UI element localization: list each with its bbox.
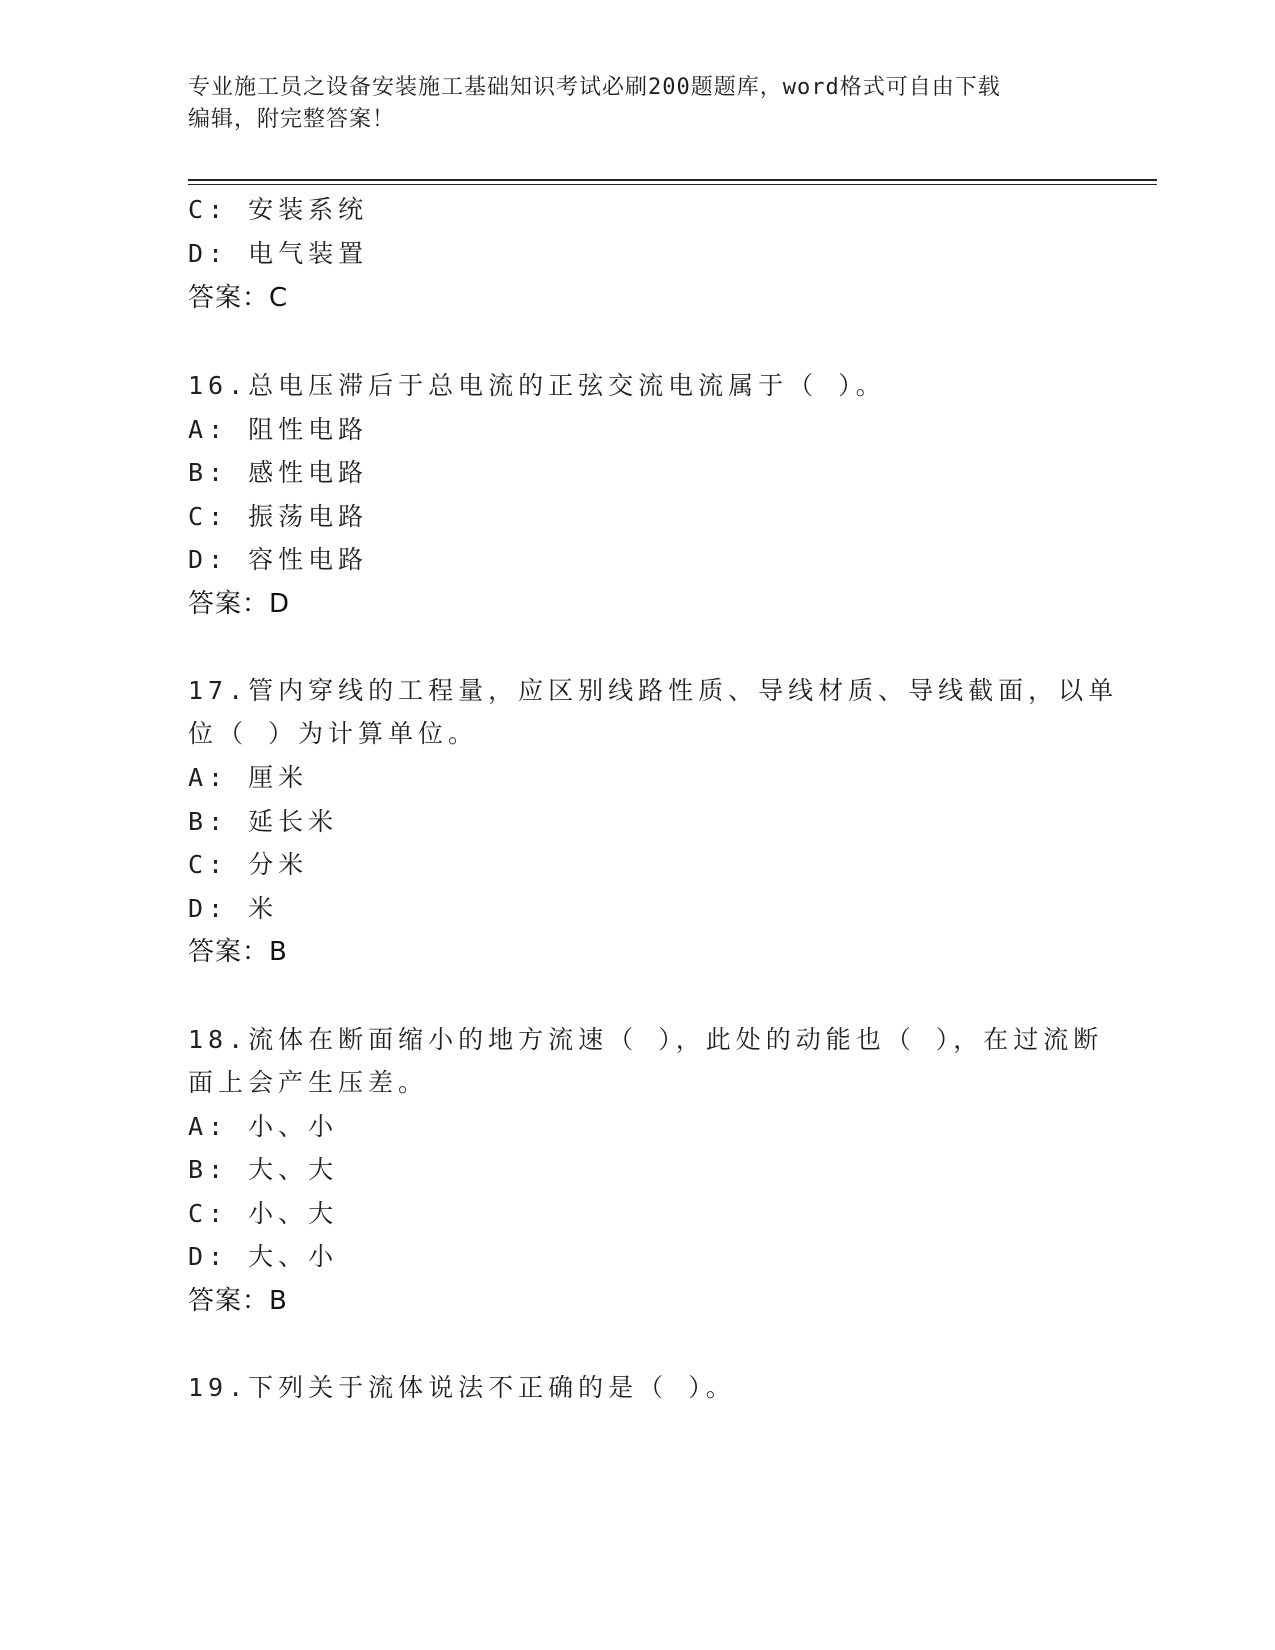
q18-option-c: C: 小、大 xyxy=(188,1199,339,1228)
q17-option-d: D: 米 xyxy=(188,894,279,923)
q18-option-a: A: 小、小 xyxy=(188,1112,339,1141)
q16-option-c: C: 振荡电路 xyxy=(188,502,369,531)
prev-option-c: C: 安装系统 xyxy=(188,195,369,224)
header-divider xyxy=(188,179,1157,185)
header-title-line-2: 编辑，附完整答案！ xyxy=(188,107,396,132)
q18-stem-line-1: 18.流体在断面缩小的地方流速（ ），此处的动能也（ ），在过流断 xyxy=(188,1025,1104,1054)
q16-option-d: D: 容性电路 xyxy=(188,545,369,574)
q17-answer: 答案：B xyxy=(188,937,288,967)
q18-stem-line-2: 面上会产生压差。 xyxy=(188,1068,429,1097)
document-header xyxy=(188,72,1088,136)
q19-stem: 19.下列关于流体说法不正确的是（ ）。 xyxy=(188,1373,736,1402)
q16-option-b: B: 感性电路 xyxy=(188,458,369,487)
q17-option-c: C: 分米 xyxy=(188,850,309,879)
q17-option-a: A: 厘米 xyxy=(188,763,309,792)
q17-option-b: B: 延长米 xyxy=(188,807,339,836)
prev-answer: 答案：C xyxy=(188,283,289,313)
q18-option-d: D: 大、小 xyxy=(188,1242,339,1271)
q16-option-a: A: 阻性电路 xyxy=(188,415,369,444)
q16-answer: 答案：D xyxy=(188,589,291,619)
prev-option-d: D: 电气装置 xyxy=(188,239,369,268)
q17-stem-line-2: 位（ ）为计算单位。 xyxy=(188,719,479,748)
header-title-line-1: 专业施工员之设备安装施工基础知识考试必刷200题题库，word格式可自由下载 xyxy=(188,75,1001,100)
q17-stem-line-1: 17.管内穿线的工程量，应区别线路性质、导线材质、导线截面，以单 xyxy=(188,676,1119,705)
q18-option-b: B: 大、大 xyxy=(188,1155,339,1184)
q16-stem: 16.总电压滞后于总电流的正弦交流电流属于（ ）。 xyxy=(188,371,886,400)
q18-answer: 答案：B xyxy=(188,1286,288,1316)
